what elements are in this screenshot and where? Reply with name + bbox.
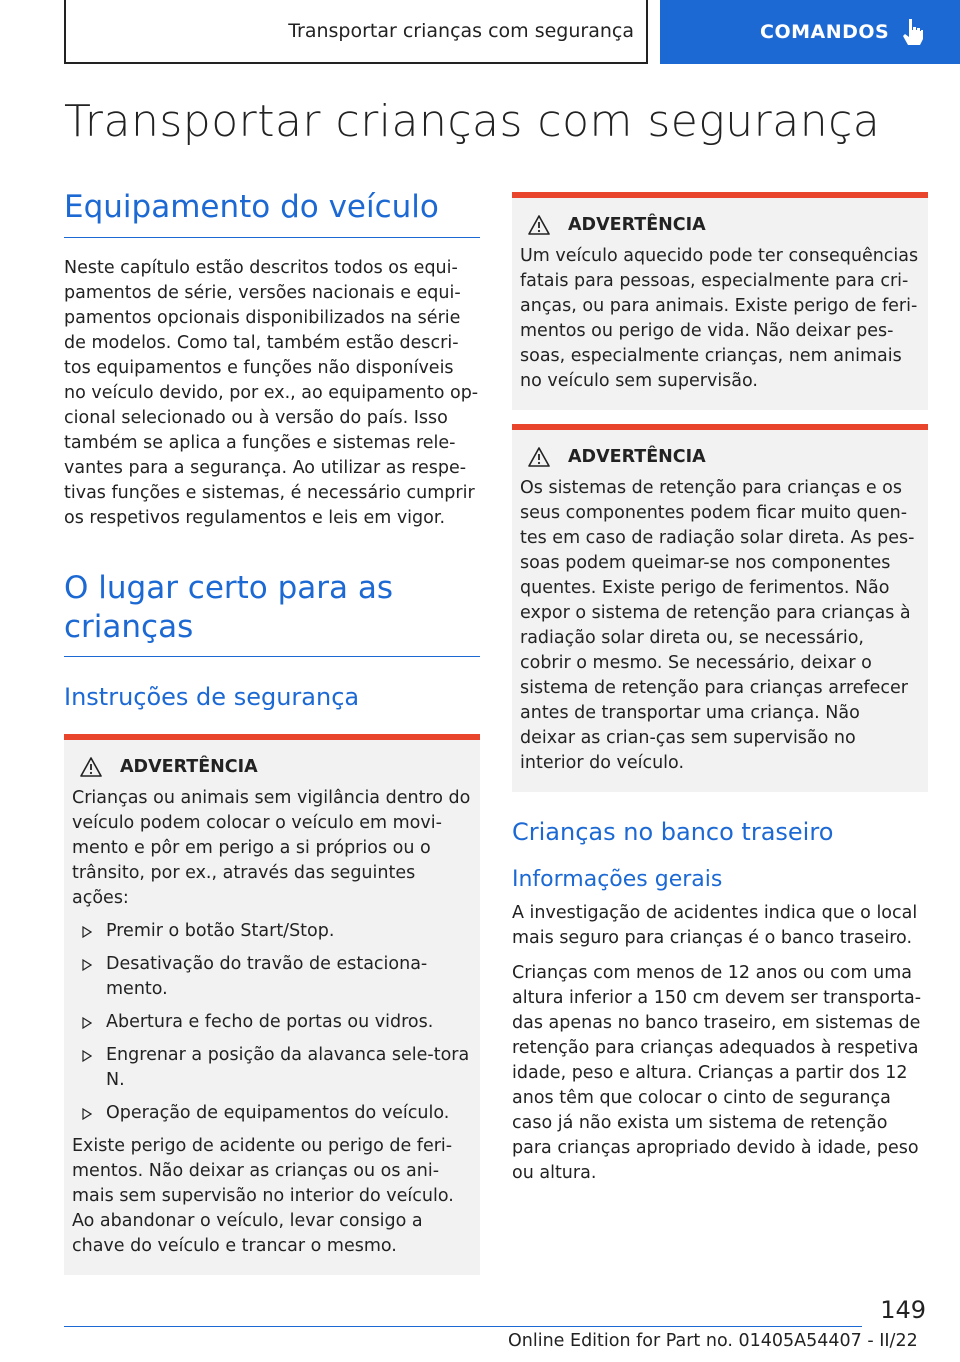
list-item: Premir o botão Start/Stop.: [72, 919, 472, 944]
warning-outro: Existe perigo de acidente ou perigo de feri-mentos. Não deixar as crianças ou os ani-mais sem supervisão no interior do veículo. Ao abandonar o veículo, levar consigo a chave do veículo e trancar o mesmo.: [72, 1136, 454, 1257]
bullet-triangle-icon: [82, 1050, 92, 1062]
heading-instrucoes: Instruções de segurança: [64, 683, 360, 712]
warning-triangle-icon: [528, 215, 550, 235]
list-item: Engrenar a posição da alavanca sele-tora N.: [72, 1043, 472, 1093]
warning-box-children: [64, 734, 480, 1275]
list-item: Abertura e fecho de portas ou vidros.: [72, 1010, 472, 1035]
warning-box-sun: [512, 424, 928, 792]
hand-pointer-icon: [901, 17, 925, 47]
warning-triangle-icon: [80, 757, 102, 777]
list-item: Operação de equipamentos do veículo.: [72, 1101, 472, 1126]
left-column: [64, 188, 480, 1275]
heading-banco-traseiro: Crianças no banco traseiro: [512, 818, 834, 846]
right-column: [512, 192, 928, 1186]
paragraph-info-1: A investigação de acidentes indica que o local mais seguro para crianças é o banco traseiro.: [512, 903, 918, 949]
warning-title: ADVERTÊNCIA: [120, 757, 258, 778]
list-item: Desativação do travão de estaciona-mento.: [72, 952, 472, 1002]
heading-lugar-certo: O lugar certo para as crianças: [64, 569, 480, 658]
heading-equipamento: Equipamento do veículo: [64, 188, 480, 238]
bullet-triangle-icon: [82, 1017, 92, 1029]
header-section-title: Transportar crianças com segurança: [288, 20, 634, 42]
warning-triangle-icon: [528, 447, 550, 467]
warning-header: [528, 444, 920, 470]
bullet-triangle-icon: [82, 1108, 92, 1120]
warning-text: Os sistemas de retenção para crianças e os seus componentes podem ficar muito quen-tes em caso de radiação solar direta. As pes-soas podem queimar-se nos componentes quentes. Existe perigo de ferimentos. Não expor o sistema de retenção para crianças à radiação solar direta ou, se necessário, cobrir o mesmo. Se necessário, deixar o sistema de retenção para crianças arrefecer antes de transportar uma criança. Não deixar as crian-ças sem supervisão no interior do veículo.: [520, 478, 915, 773]
warning-text: Um veículo aquecido pode ter consequências fatais para pessoas, especialmente para cri-anças, ou para animais. Existe perigo de feri-mentos ou perigo de vida. Não deixar pes-soas, especialmente crianças, nem animais no veículo sem supervisão.: [520, 246, 919, 391]
warning-box-heat: [512, 192, 928, 410]
warning-title: ADVERTÊNCIA: [568, 447, 706, 467]
paragraph-equipamento: Neste capítulo estão descritos todos os equi-pamentos de série, versões nacionais e equi-pamentos opcionais disponibilizados na série de modelos. Como tal, também estão descri-tos equipamentos e funções não disponíveis no veículo devido, por ex., ao equipamento op-cional selecionado ou à versão do país. Isso também se aplica a funções e sistemas rele-vantes para a segurança. Ao utilizar as respe-tivas funções e sistemas, é necessário cumprir os respetivos regulamentos e leis em vigor.: [64, 257, 479, 528]
heading-informacoes: Informações gerais: [512, 866, 723, 892]
header-section: [64, 0, 648, 64]
edition-text: Online Edition for Part no. 01405A54407 - II/22: [508, 1331, 918, 1351]
bullet-triangle-icon: [82, 926, 92, 938]
page-number: 149: [880, 1296, 926, 1324]
footer-divider: [64, 1326, 862, 1327]
warning-header: [528, 212, 920, 238]
page-title: Transportar crianças com segurança: [64, 96, 881, 147]
paragraph-info-2: Crianças com menos de 12 anos ou com uma altura inferior a 150 cm devem ser transporta-das apenas no banco traseiro, em sistemas de retenção para crianças adequados à respetiva idade, peso e altura. Crianças a partir dos 12 anos têm que colocar o cinto de segurança caso já não exista um sistema de retenção para crianças apropriado devido à idade, peso ou altura.: [512, 963, 922, 1184]
warning-list: [72, 919, 472, 1126]
warning-header: [80, 754, 472, 780]
bullet-triangle-icon: [82, 959, 92, 971]
warning-intro: Crianças ou animais sem vigilância dentro do veículo podem colocar o veículo em movi-mento e pôr em perigo a si próprios ou o trânsito, por ex., através das seguintes ações:: [72, 788, 471, 909]
warning-title: ADVERTÊNCIA: [568, 215, 706, 235]
header-chapter-title: COMANDOS: [760, 21, 890, 43]
header-chapter[interactable]: [660, 0, 960, 64]
